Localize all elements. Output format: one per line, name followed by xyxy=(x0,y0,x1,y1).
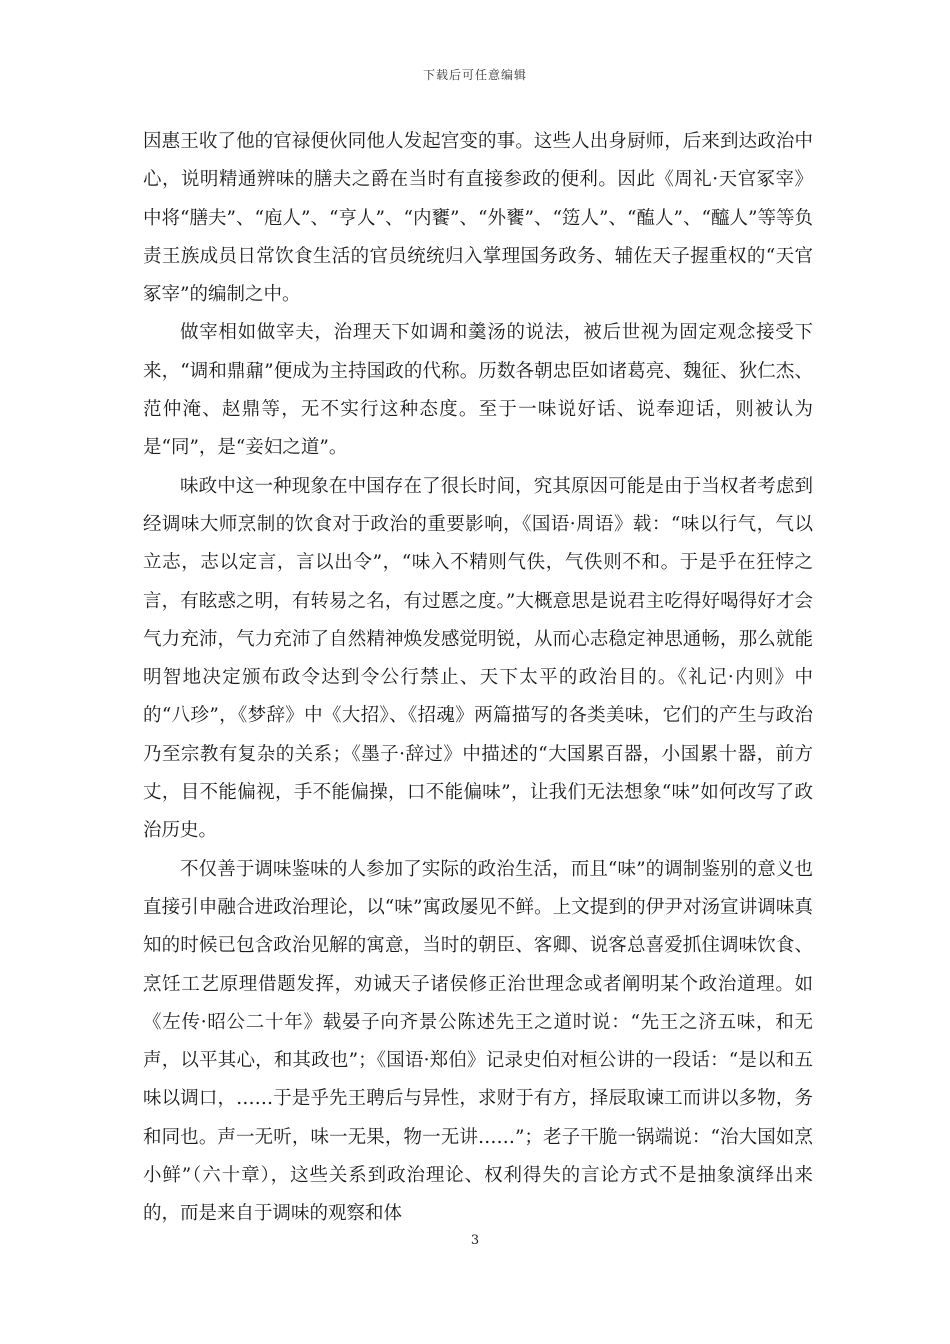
page-number: 3 xyxy=(470,1233,480,1248)
paragraph-2: 做宰相如做宰夫，治理天下如调和羹汤的说法，被后世视为固定观念接受下来，“调和鼎鼐”便成为主持国政的代称。历数各朝忠臣如诸葛亮、魏征、狄仁杰、范仲淹、赵鼎等，无不实行这种态度。至于一味说好话、说奉迎话，则被认为是“同”，是“妾妇之道”。 xyxy=(143,322,813,459)
paragraph-4: 不仅善于调味鉴味的人参加了实际的政治生活，而且“味”的调制鉴别的意义也直接引申融合进政治理论，以“味”寓政屡见不鲜。上文提到的伊尹对汤宣讲调味真知的时候已包含政治见解的寓意，当时的朝臣、客卿、说客总喜爱抓住调味饮食、烹饪工艺原理借题发挥，劝诫天子诸侯修正治世理念或者阐明某个政治道理。如《左传·昭公二十年》载晏子向齐景公陈述先王之道时说：“先王之济五味，和无声，以平其心，和其政也”；《国语·郑伯》记录史伯对桓公讲的一段话：“是以和五味以调口，……于是乎先王聘后与异性，求财于有方，择辰取谏工而讲以多物，务和同也。声一无听，味一无果，物一无讲……”；老子干脆一锅端说：“治大国如烹小鲜”（六十章），这些关系到政治理论、权利得失的言论方式不是抽象演绎出来的，而是来自于调味的观察和体 xyxy=(143,858,813,1225)
page-header: 下载后可任意编辑 xyxy=(422,68,527,82)
paragraph-3: 味政中这一种现象在中国存在了很长时间，究其原因可能是由于当权者考虑到经调味大师烹制的饮食对于政治的重要影响，《国语·周语》载：“味以行气，气以立志，志以定言，言以出令”，“味入不精则气佚，气佚则不和。于是乎在狂悖之言，有眩惑之明，有转易之名，有过慝之度。”大概意思是说君主吃得好喝得好才会气力充沛，气力充沛了自然精神焕发感觉明锐，从而心志稳定神思通畅，那么就能明智地决定颁布政令达到令公行禁止、天下太平的政治目的。《礼记·内则》中的“八珍”，《梦辞》中《大招》、《招魂》两篇描写的各类美味，它们的产生与政治乃至宗教有复杂的关系；《墨子·辞过》中描述的“大国累百器，小国累十器，前方丈，目不能偏视，手不能偏操，口不能偏味”，让我们无法想象“味”如何改写了政治历史。 xyxy=(143,475,813,842)
document-body xyxy=(143,123,813,1234)
paragraph-1: 因惠王收了他的官禄便伙同他人发起宫变的事。这些人出身厨师，后来到达政治中心，说明精通辨味的膳夫之爵在当时有直接参政的便利。因此《周礼·天官冢宰》中将“膳夫”、“庖人”、“亨人”、“内饔”、“外饔”、“笾人”、“醢人”、“醯人”等等负责王族成员日常饮食生活的官员统统归入掌理国务政务、辅佐天子握重权的“天官冢宰”的编制之中。 xyxy=(143,131,813,306)
